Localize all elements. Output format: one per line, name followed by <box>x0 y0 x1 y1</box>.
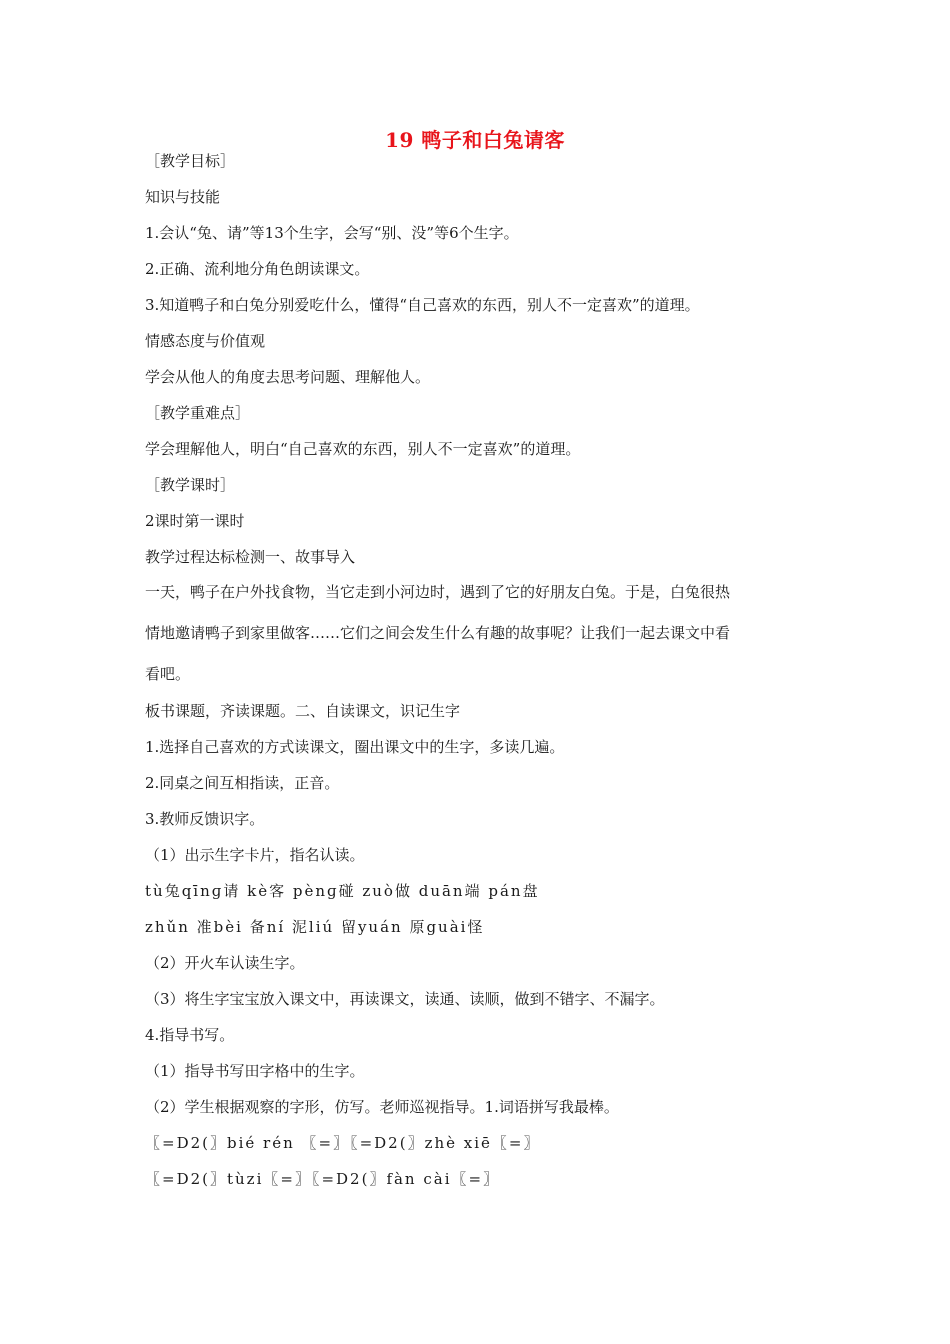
story-paragraph-line-2: 情地邀请鸭子到家里做客……它们之间会发生什么有趣的故事呢？让我们一起去课文中看 <box>145 624 731 642</box>
process-heading-self-reading: 板书课题，齐读课题。二、自读课文，识记生字 <box>145 702 461 720</box>
reading-step-3: 3.教师反馈识字。 <box>145 810 265 828</box>
section-heading-key-points: ［教学重难点］ <box>145 404 251 422</box>
subheading-knowledge-skills: 知识与技能 <box>145 188 221 206</box>
reading-substep-1: （1）出示生字卡片，指名认读。 <box>145 846 365 864</box>
section-heading-periods: ［教学课时］ <box>145 476 236 494</box>
subheading-attitude-values: 情感态度与价值观 <box>145 332 266 350</box>
attitude-item: 学会从他人的角度去思考问题、理解他人。 <box>145 368 431 386</box>
pinyin-row-2: zhǔn 准bèi 备ní 泥liú 留yuán 原guài怪 <box>145 918 485 936</box>
reading-substep-2: （2）开火车认读生字。 <box>145 954 305 972</box>
word-spelling-row-1: 〖=D2(〗bié rén 〖=〗〖=D2(〗zhè xiē〖=〗 <box>145 1134 541 1152</box>
writing-substep-1: （1）指导书写田字格中的生字。 <box>145 1062 365 1080</box>
lesson-title: 19 鸭子和白兔请客 <box>385 128 565 152</box>
reading-step-2: 2.同桌之间互相指读，正音。 <box>145 774 340 792</box>
story-paragraph-line-3: 看吧。 <box>145 665 191 683</box>
periods-text: 2课时第一课时 <box>145 512 245 530</box>
pinyin-row-1: tù兔qīnɡ请 kè客 pènɡ碰 zuò做 duān端 pán盘 <box>145 882 540 900</box>
reading-substep-3: （3）将生字宝宝放入课文中，再读课文，读通、读顺，做到不错字、不漏字。 <box>145 990 665 1008</box>
word-spelling-row-2: 〖=D2(〗tùzi〖=〗〖=D2(〗fàn cài〖=〗 <box>145 1170 501 1188</box>
objective-item-3: 3.知道鸭子和白兔分别爱吃什么，懂得“自己喜欢的东西，别人不一定喜欢”的道理。 <box>145 296 700 314</box>
writing-step-4: 4.指导书写。 <box>145 1026 235 1044</box>
key-points-text: 学会理解他人，明白“自己喜欢的东西，别人不一定喜欢”的道理。 <box>145 440 581 458</box>
objective-item-2: 2.正确、流利地分角色朗读课文。 <box>145 260 370 278</box>
section-heading-objectives: ［教学目标］ <box>145 152 236 170</box>
process-heading-story-intro: 教学过程达标检测一、故事导入 <box>145 548 356 566</box>
reading-step-1: 1.选择自己喜欢的方式读课文，圈出课文中的生字，多读几遍。 <box>145 738 565 756</box>
story-paragraph-line-1: 一天，鸭子在户外找食物，当它走到小河边时，遇到了它的好朋友白兔。于是，白兔很热 <box>145 583 731 601</box>
objective-item-1: 1.会认“兔、请”等13个生字，会写“别、没”等6个生字。 <box>145 224 519 242</box>
writing-substep-2: （2）学生根据观察的字形，仿写。老师巡视指导。1.词语拼写我最棒。 <box>145 1098 619 1116</box>
